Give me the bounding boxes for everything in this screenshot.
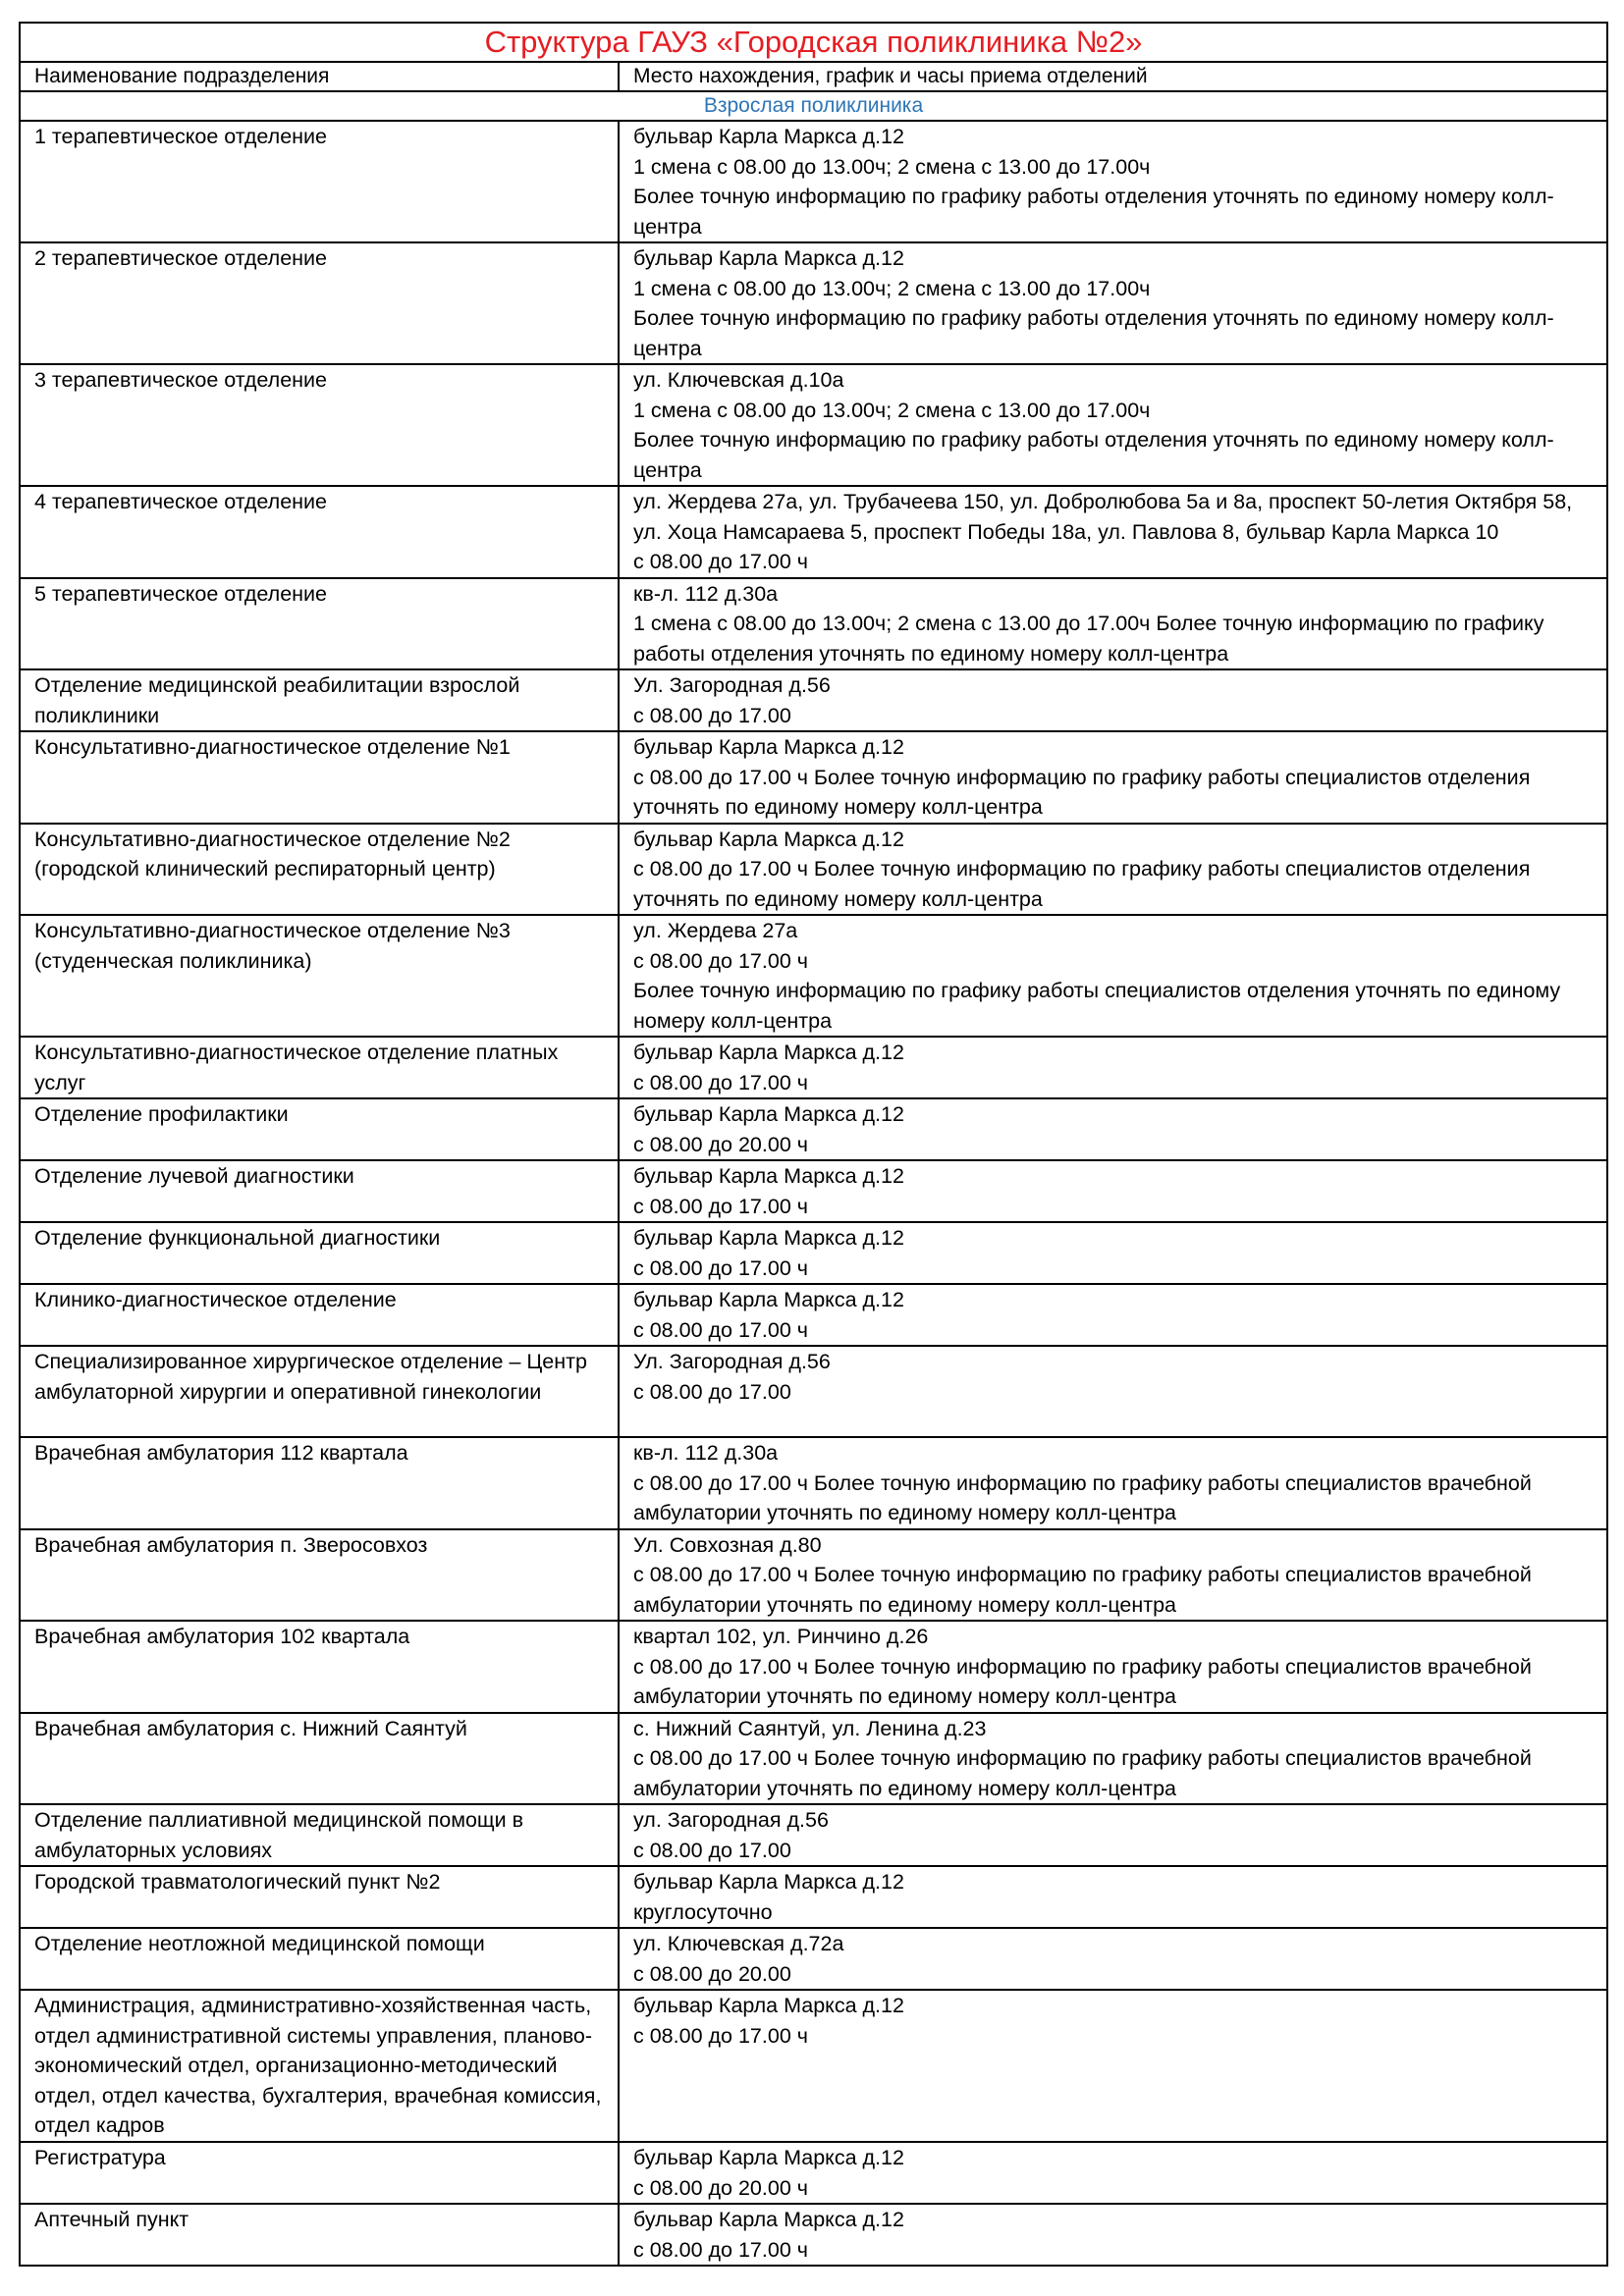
department-name: Отделение функциональной диагностики	[20, 1222, 619, 1284]
table-row	[20, 364, 1607, 486]
department-location-schedule: бульвар Карла Маркса д.12 с 08.00 до 17.00 ч	[619, 1160, 1607, 1222]
table-row	[20, 1928, 1607, 1990]
table-row	[20, 1437, 1607, 1529]
department-location-schedule: ул. Ключевская д.10а 1 смена с 08.00 до 13.00ч; 2 смена с 13.00 до 17.00ч Более точную информацию по графику работы отделения уточнять по единому номеру колл-центра	[619, 364, 1607, 486]
structure-table	[19, 22, 1608, 2267]
department-location-schedule: бульвар Карла Маркса д.12 1 смена с 08.00 до 13.00ч; 2 смена с 13.00 до 17.00ч Более точную информацию по графику работы отделения уточнять по единому номеру колл-центра	[619, 242, 1607, 364]
department-name: 5 терапевтическое отделение	[20, 578, 619, 670]
document-page	[19, 22, 1606, 2267]
department-location-schedule: ул. Жердева 27а, ул. Трубачеева 150, ул. Добролюбова 5а и 8а, проспект 50-летия Октября 58, ул. Хоца Намсараева 5, проспект Победы 18а, ул. Павлова 8, бульвар Карла Маркса 10 с 08.00 до 17.00 ч	[619, 486, 1607, 578]
department-name: Врачебная амбулатория 102 квартала	[20, 1621, 619, 1713]
department-name: 3 терапевтическое отделение	[20, 364, 619, 486]
department-name: Отделение неотложной медицинской помощи	[20, 1928, 619, 1990]
table-row	[20, 1037, 1607, 1098]
section-row	[20, 91, 1607, 121]
department-name: Консультативно-диагностическое отделение №2 (городской клинический респираторный центр)	[20, 824, 619, 916]
column-header-info: Место нахождения, график и часы приема отделений	[619, 62, 1607, 91]
department-name: Городской травматологический пункт №2	[20, 1866, 619, 1928]
table-row	[20, 824, 1607, 916]
table-row	[20, 1866, 1607, 1928]
department-location-schedule: с. Нижний Саянтуй, ул. Ленина д.23 с 08.00 до 17.00 ч Более точную информацию по графику работы специалистов врачебной амбулатории уточнять по единому номеру колл-центра	[619, 1713, 1607, 1805]
table-row	[20, 578, 1607, 670]
section-heading: Взрослая поликлиника	[20, 91, 1607, 121]
table-row	[20, 121, 1607, 242]
table-row	[20, 1529, 1607, 1622]
department-location-schedule: бульвар Карла Маркса д.12 с 08.00 до 17.00 ч	[619, 1990, 1607, 2142]
department-name: Специализированное хирургическое отделение – Центр амбулаторной хирургии и оперативной гинекологии	[20, 1346, 619, 1437]
department-name: Консультативно-диагностическое отделение №1	[20, 731, 619, 824]
page-title: Структура ГАУЗ «Городская поликлиника №2»	[20, 23, 1607, 62]
department-location-schedule: бульвар Карла Маркса д.12 с 08.00 до 17.00 ч Более точную информацию по графику работы специалистов отделения уточнять по единому номеру колл-центра	[619, 731, 1607, 824]
department-location-schedule: ул. Ключевская д.72а с 08.00 до 20.00	[619, 1928, 1607, 1990]
department-name: Врачебная амбулатория с. Нижний Саянтуй	[20, 1713, 619, 1805]
table-row	[20, 242, 1607, 364]
table-row	[20, 731, 1607, 824]
table-row	[20, 2142, 1607, 2204]
department-location-schedule: квартал 102, ул. Ринчино д.26 с 08.00 до 17.00 ч Более точную информацию по графику работы специалистов врачебной амбулатории уточнять по единому номеру колл-центра	[619, 1621, 1607, 1713]
department-location-schedule: бульвар Карла Маркса д.12 с 08.00 до 17.00 ч	[619, 1037, 1607, 1098]
table-row	[20, 669, 1607, 731]
department-name: Врачебная амбулатория 112 квартала	[20, 1437, 619, 1529]
table-row	[20, 1346, 1607, 1437]
department-name: 2 терапевтическое отделение	[20, 242, 619, 364]
department-location-schedule: Ул. Совхозная д.80 с 08.00 до 17.00 ч Более точную информацию по графику работы специалистов врачебной амбулатории уточнять по единому номеру колл-центра	[619, 1529, 1607, 1622]
department-name: 1 терапевтическое отделение	[20, 121, 619, 242]
department-location-schedule: бульвар Карла Маркса д.12 круглосуточно	[619, 1866, 1607, 1928]
department-name: Врачебная амбулатория п. Зверосовхоз	[20, 1529, 619, 1622]
department-location-schedule: бульвар Карла Маркса д.12 1 смена с 08.00 до 13.00ч; 2 смена с 13.00 до 17.00ч Более точную информацию по графику работы отделения уточнять по единому номеру колл-центра	[619, 121, 1607, 242]
table-row	[20, 1713, 1607, 1805]
department-location-schedule: Ул. Загородная д.56 с 08.00 до 17.00	[619, 669, 1607, 731]
table-row	[20, 915, 1607, 1037]
table-row	[20, 486, 1607, 578]
table-row	[20, 1990, 1607, 2142]
column-header-name: Наименование подразделения	[20, 62, 619, 91]
department-name: Консультативно-диагностическое отделение платных услуг	[20, 1037, 619, 1098]
department-name: Консультативно-диагностическое отделение №3 (студенческая поликлиника)	[20, 915, 619, 1037]
department-name: Клинико-диагностическое отделение	[20, 1284, 619, 1346]
department-name: Отделение медицинской реабилитации взрослой поликлиники	[20, 669, 619, 731]
department-name: Отделение паллиативной медицинской помощи в амбулаторных условиях	[20, 1804, 619, 1866]
department-location-schedule: ул. Загородная д.56 с 08.00 до 17.00	[619, 1804, 1607, 1866]
department-location-schedule: бульвар Карла Маркса д.12 с 08.00 до 17.00 ч	[619, 1284, 1607, 1346]
department-location-schedule: бульвар Карла Маркса д.12 с 08.00 до 17.00 ч Более точную информацию по графику работы специалистов отделения уточнять по единому номеру колл-центра	[619, 824, 1607, 916]
department-location-schedule: Ул. Загородная д.56 с 08.00 до 17.00	[619, 1346, 1607, 1437]
title-row	[20, 23, 1607, 62]
department-name: Аптечный пункт	[20, 2204, 619, 2266]
department-location-schedule: бульвар Карла Маркса д.12 с 08.00 до 17.00 ч	[619, 1222, 1607, 1284]
table-row	[20, 2204, 1607, 2266]
department-name: Отделение лучевой диагностики	[20, 1160, 619, 1222]
department-location-schedule: бульвар Карла Маркса д.12 с 08.00 до 20.00 ч	[619, 1098, 1607, 1160]
department-name: Администрация, административно-хозяйственная часть, отдел административной системы управления, планово-экономический отдел, организационно-методический отдел, отдел качества, бухгалтерия, врачебная комиссия, отдел кадров	[20, 1990, 619, 2142]
department-location-schedule: ул. Жердева 27а с 08.00 до 17.00 ч Более точную информацию по графику работы специалистов отделения уточнять по единому номеру колл-центра	[619, 915, 1607, 1037]
table-row	[20, 1804, 1607, 1866]
department-location-schedule: кв-л. 112 д.30а с 08.00 до 17.00 ч Более точную информацию по графику работы специалистов врачебной амбулатории уточнять по единому номеру колл-центра	[619, 1437, 1607, 1529]
table-row	[20, 1098, 1607, 1160]
table-row	[20, 1621, 1607, 1713]
department-location-schedule: бульвар Карла Маркса д.12 с 08.00 до 17.00 ч	[619, 2204, 1607, 2266]
department-name: Регистратура	[20, 2142, 619, 2204]
department-location-schedule: кв-л. 112 д.30а 1 смена с 08.00 до 13.00ч; 2 смена с 13.00 до 17.00ч Более точную информацию по графику работы отделения уточнять по единому номеру колл-центра	[619, 578, 1607, 670]
table-row	[20, 1160, 1607, 1222]
table-row	[20, 1284, 1607, 1346]
department-location-schedule: бульвар Карла Маркса д.12 с 08.00 до 20.00 ч	[619, 2142, 1607, 2204]
header-row	[20, 62, 1607, 91]
department-name: Отделение профилактики	[20, 1098, 619, 1160]
table-row	[20, 1222, 1607, 1284]
department-name: 4 терапевтическое отделение	[20, 486, 619, 578]
